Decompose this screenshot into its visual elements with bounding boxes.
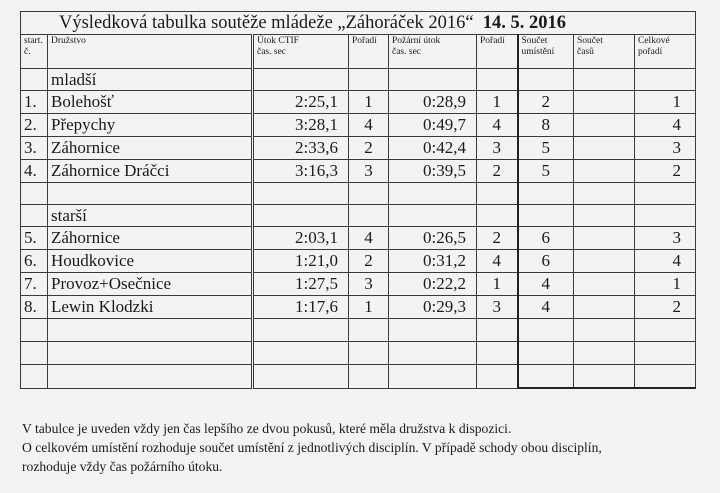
group-label: mladší [48, 69, 253, 91]
cell-sum-place: 4 [518, 273, 574, 296]
cell-sum-place: 5 [518, 160, 574, 183]
cell-no: 6. [21, 250, 48, 273]
cell-fire-place: 4 [477, 114, 518, 137]
title-text: Výsledková tabulka soutěže mládeže „Záhoráček 2016“ [59, 12, 474, 33]
cell-fire: 0:22,2 [389, 273, 477, 296]
group-header-row [21, 205, 696, 227]
cell-team: Bolehošť [48, 91, 253, 114]
cell-team: Záhornice Dráčci [48, 160, 253, 183]
cell-ctif: 1:21,0 [253, 250, 349, 273]
table-row [21, 273, 696, 296]
cell-sum-time [574, 273, 635, 296]
cell-fire: 0:31,2 [389, 250, 477, 273]
cell-ctif-place: 1 [349, 91, 389, 114]
cell-sum-time [574, 137, 635, 160]
cell-overall: 1 [635, 273, 696, 296]
cell-no: 5. [21, 227, 48, 250]
cell-sum-time [574, 227, 635, 250]
cell-overall: 3 [635, 137, 696, 160]
note-line: O celkovém umístění rozhoduje součet umístění z jednotlivých disciplín. V případě schody obou disciplín, [22, 440, 602, 455]
cell-sum-place: 5 [518, 137, 574, 160]
cell-fire-place: 3 [477, 137, 518, 160]
cell-fire: 0:26,5 [389, 227, 477, 250]
header-order-ctif: Pořadí [349, 35, 389, 69]
cell-sum-time [574, 114, 635, 137]
cell-no: 7. [21, 273, 48, 296]
cell-overall: 2 [635, 296, 696, 319]
table-row [21, 296, 696, 319]
cell-no: 3. [21, 137, 48, 160]
cell-team: Přepychy [48, 114, 253, 137]
cell-fire-place: 1 [477, 273, 518, 296]
header-overall: Celkové pořadí [635, 35, 696, 69]
empty-row [21, 342, 696, 365]
cell-sum-place: 2 [518, 91, 574, 114]
empty-row [21, 319, 696, 342]
cell-fire: 0:42,4 [389, 137, 477, 160]
cell-sum-time [574, 91, 635, 114]
cell-ctif-place: 4 [349, 227, 389, 250]
header-start: start. č. [21, 35, 48, 69]
table-row [21, 137, 696, 160]
cell-ctif-place: 2 [349, 137, 389, 160]
empty-row [21, 365, 696, 389]
cell-fire: 0:28,9 [389, 91, 477, 114]
header-fire: Požární útok čas. sec [389, 35, 477, 69]
cell-team: Provoz+Osečnice [48, 273, 253, 296]
cell-fire-place: 1 [477, 91, 518, 114]
cell-overall: 4 [635, 114, 696, 137]
header-team: Družstvo [48, 35, 253, 69]
results-sheet [20, 11, 696, 389]
cell-fire: 0:49,7 [389, 114, 477, 137]
cell-sum-time [574, 250, 635, 273]
table-row [21, 250, 696, 273]
title-date: 14. 5. 2016 [482, 12, 567, 33]
cell-no: 8. [21, 296, 48, 319]
cell-team: Houdkovice [48, 250, 253, 273]
cell-ctif-place: 4 [349, 114, 389, 137]
cell-sum-place: 8 [518, 114, 574, 137]
group-header-row [21, 69, 696, 91]
cell-fire-place: 4 [477, 250, 518, 273]
cell-ctif-place: 3 [349, 273, 389, 296]
results-table [20, 11, 696, 389]
note-line: V tabulce je uveden vždy jen čas lepšího ze dvou pokusů, které měla družstva k dispozici. [22, 421, 512, 436]
cell-ctif: 2:03,1 [253, 227, 349, 250]
cell-no: 2. [21, 114, 48, 137]
cell-fire: 0:39,5 [389, 160, 477, 183]
cell-team: Záhornice [48, 137, 253, 160]
header-sum-place: Součet umístění [518, 35, 574, 69]
table-row [21, 227, 696, 250]
cell-sum-place: 6 [518, 227, 574, 250]
header-ctif: Útok CTIF čas. sec [253, 35, 349, 69]
cell-fire: 0:29,3 [389, 296, 477, 319]
cell-ctif-place: 2 [349, 250, 389, 273]
cell-overall: 3 [635, 227, 696, 250]
table-title [21, 12, 696, 35]
note-line: rozhoduje vždy čas požárního útoku. [22, 459, 223, 474]
header-order-fire: Pořadí [477, 35, 518, 69]
group-label: starší [48, 205, 253, 227]
empty-row [21, 183, 696, 205]
cell-ctif-place: 3 [349, 160, 389, 183]
cell-sum-place: 4 [518, 296, 574, 319]
cell-ctif: 1:17,6 [253, 296, 349, 319]
cell-ctif: 3:16,3 [253, 160, 349, 183]
table-row [21, 91, 696, 114]
cell-fire-place: 2 [477, 227, 518, 250]
table-row [21, 160, 696, 183]
cell-ctif-place: 1 [349, 296, 389, 319]
cell-overall: 1 [635, 91, 696, 114]
table-row [21, 114, 696, 137]
cell-team: Lewin Klodzki [48, 296, 253, 319]
cell-ctif: 1:27,5 [253, 273, 349, 296]
cell-ctif: 3:28,1 [253, 114, 349, 137]
cell-overall: 2 [635, 160, 696, 183]
header-row [21, 35, 696, 69]
cell-sum-place: 6 [518, 250, 574, 273]
cell-overall: 4 [635, 250, 696, 273]
cell-no: 4. [21, 160, 48, 183]
cell-ctif: 2:33,6 [253, 137, 349, 160]
cell-fire-place: 3 [477, 296, 518, 319]
cell-fire-place: 2 [477, 160, 518, 183]
cell-ctif: 2:25,1 [253, 91, 349, 114]
footnotes [22, 419, 712, 476]
cell-sum-time [574, 296, 635, 319]
cell-sum-time [574, 160, 635, 183]
header-sum-time: Součet časů [574, 35, 635, 69]
cell-no: 1. [21, 91, 48, 114]
cell-team: Záhornice [48, 227, 253, 250]
